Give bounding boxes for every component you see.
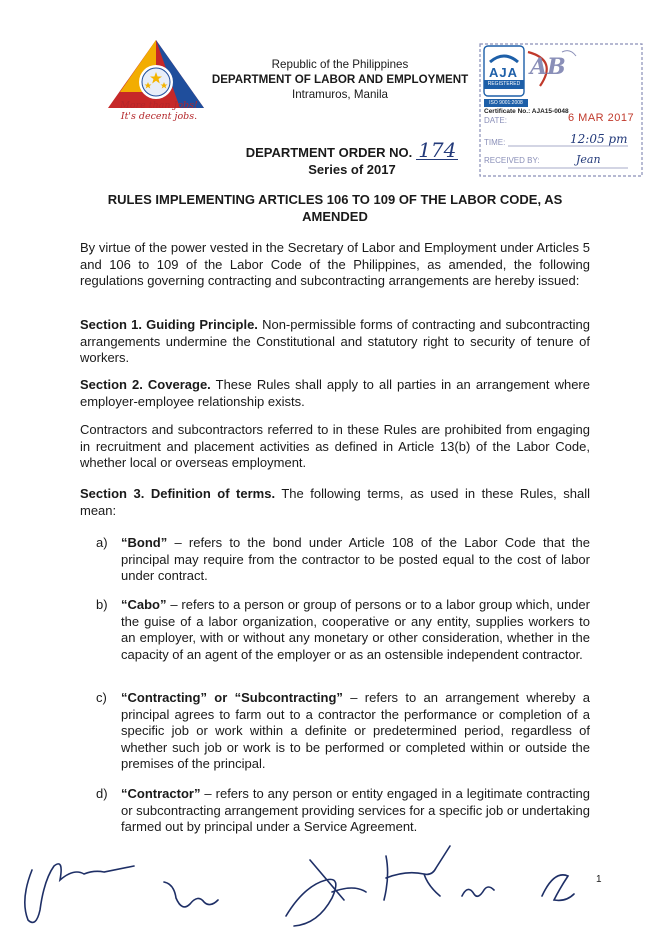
definition-text: – refers to the bond under Article 108 of the Labor Code that the principal may require from the contractor to be posted equal to the cost of labor under contract. [121,535,590,583]
signature-3 [286,860,366,926]
order-number: 174 [418,138,457,162]
signature-4 [384,846,450,900]
letterhead [180,57,500,102]
definition-label: d) [96,786,108,801]
page-number: 1 [596,874,602,885]
stamp-date-label: DATE: [484,116,507,125]
section-3 [80,486,590,519]
section-1-heading: Section 1. Guiding Principle. [80,317,258,332]
definition-item [96,597,590,663]
motto-line-2: It's decent jobs. [120,111,198,122]
definition-text: – refers to a person or group of persons or to a labor group which, under the guise of a labor organization, cooperative or any entity, supplies workers to an employer, with or without any monetary or other consideration, whether in the capacity of an agent of the employer or as an ostensible independent contractor. [121,597,590,662]
signature-1 [25,864,134,923]
stamp-received-label: RECEIVED BY: [484,156,540,165]
order-label: DEPARTMENT ORDER NO. [245,145,413,160]
section-2 [80,377,590,410]
definition-term: “Contractor” [121,786,201,801]
definition-term: “Contracting” or “Subcontracting” [121,690,343,705]
preamble: By virtue of the power vested in the Secretary of Labor and Employment under Articles 5 and 106 to 109 of the Labor Code of the Philippines, as amended, the following regulations governing contracting and subcontracting arrangements are hereby issued: [80,240,590,288]
definition-label: b) [96,597,108,612]
aja-registered-band: REGISTERED [484,80,524,89]
document-title: RULES IMPLEMENTING ARTICLES 106 TO 109 OF THE LABOR CODE, AS AMENDED [107,192,563,224]
section-2-heading: Section 2. Coverage. [80,377,211,392]
location-text: Intramuros, Manila [291,88,388,101]
section-3-text: The following terms, as used in these Rules, shall mean: [80,486,590,518]
definition-term: “Bond” [121,535,168,550]
definition-item [96,535,590,585]
republic-text: Republic of the Philippines [271,58,409,71]
iso-band: ISO 9001:2008 [484,99,528,107]
definition-text: – refers to any person or entity engaged in a legitimate contracting or subcontracting arrangement providing services for a specific job or undertaking farmed out by principal under a Service Agreement. [121,786,590,834]
definition-term: “Cabo” [121,597,167,612]
department-order [222,138,482,178]
order-series: Series of 2017 [308,162,396,177]
department-name: DEPARTMENT OF LABOR AND EMPLOYMENT [211,73,469,86]
stamp-time-label: TIME: [484,138,506,147]
section-2-paragraph-2: Contractors and subcontractors referred to in these Rules are prohibited from engaging in recruitment and placement activities as defined in Article 13(b) of the Labor Code, whether local or overseas employment. [80,422,590,470]
definition-label: a) [96,535,108,550]
definition-item [96,786,590,836]
motto-line-1: More than Jobs! [120,100,198,111]
section-1-text: Non-permissible forms of contracting and subcontracting arrangements undermine the Constitutional and statutory right to security of tenure of workers. [80,317,591,365]
stamp-received-value: Jean [576,153,601,166]
stamp-date-value: 6 MAR 2017 [568,112,635,124]
section-2-text: These Rules shall apply to all parties in an arrangement where employer-employee relationship exists. [80,377,590,409]
aja-logo-text: AJA [489,65,519,80]
certificate-number: Certificate No.: AJA15-0048 [484,108,569,115]
dole-motto [104,100,214,122]
signatures [14,840,624,930]
definition-text: – refers to an arrangement whereby a principal agrees to farm out to a contractor the performance or completion of a specific job or work within a definite or predetermined period, regardless of whether such job or work is to be performed or completed within or outside the premises of the principal. [121,690,591,771]
definition-label: c) [96,690,107,705]
section-1 [80,317,590,367]
initials-1 [462,887,494,896]
stamp-ab-mark: AB [530,54,566,80]
signature-2 [164,882,218,907]
section-3-heading: Section 3. Definition of terms. [80,486,276,501]
stamp-time-value: 12:05 pm [570,132,628,146]
definition-item [96,690,590,773]
initials-2 [542,875,574,901]
received-stamp [478,42,648,180]
